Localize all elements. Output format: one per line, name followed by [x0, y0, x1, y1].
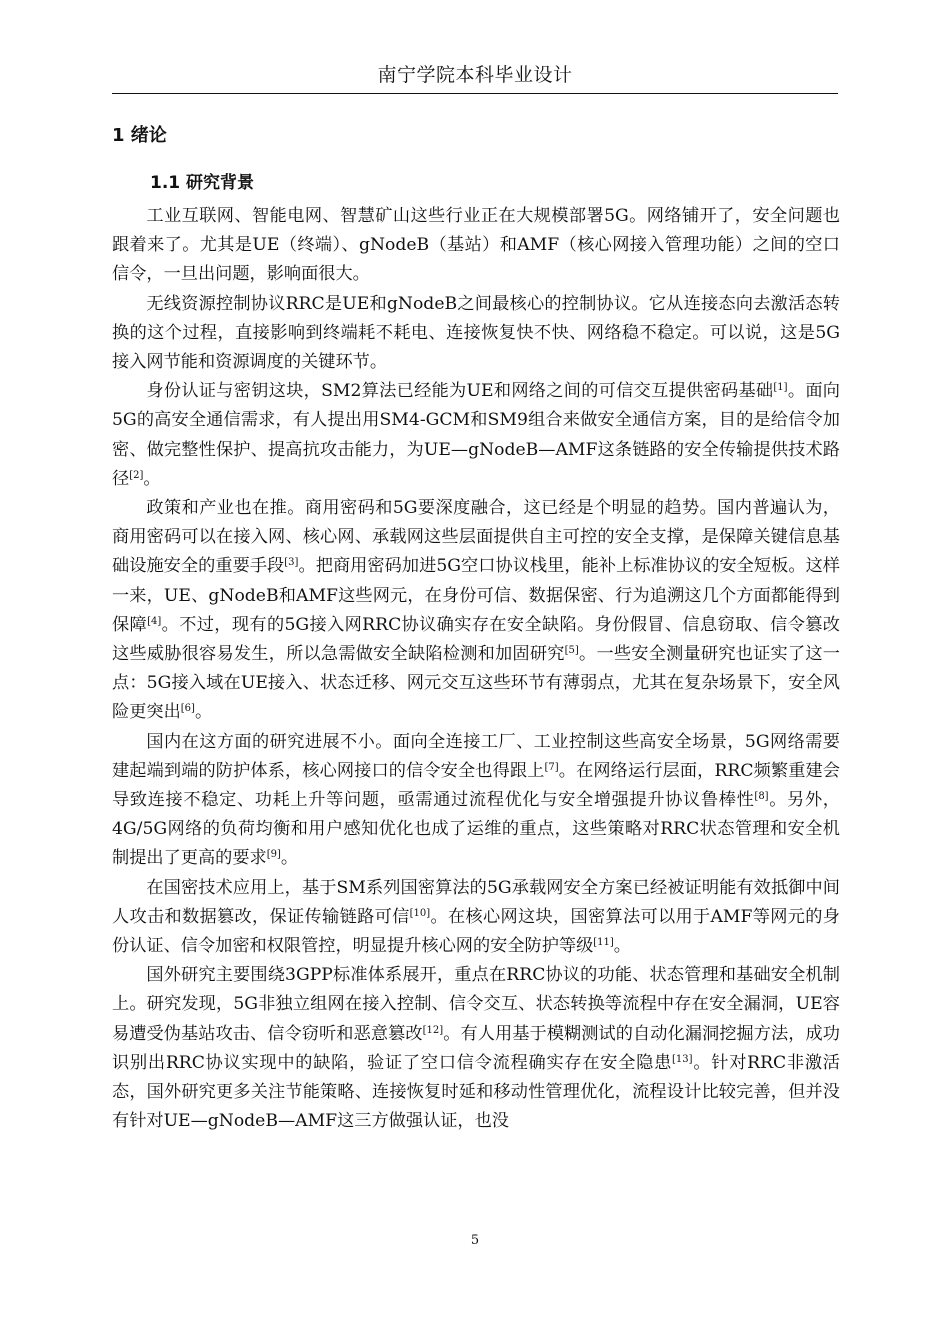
paragraph-text: 。: [613, 936, 631, 957]
paragraph: [112, 377, 840, 494]
body-text: [112, 202, 840, 1137]
citation-marker: [4]: [147, 615, 162, 627]
citation-marker: [8]: [754, 791, 769, 803]
paragraph-text: 。把商用密码加进5G空口协议栈里，能补上标准协议的安全短板。这样一来，UE、gNodeB和AMF这些网元，在身份可信、数据保密、行为追溯这几个方面都能得到保障: [112, 556, 840, 635]
citation-marker: [9]: [266, 849, 281, 861]
paragraph-text: 。不过，现有的5G接入网RRC协议确实存在安全缺陷。身份假冒、信息窃取、信令篡改这些威胁很容易发生，所以急需做安全缺陷检测和加固研究: [112, 614, 840, 665]
paragraph-text: 。面向5G的高安全通信需求，有人提出用SM4-GCM和SM9组合来做安全通信方案，目的是给信令加密、做完整性保护、提高抗攻击能力，为UE—gNodeB—AMF这条链路的安全传输提供技术路径: [112, 381, 840, 489]
citation-marker: [2]: [129, 469, 144, 481]
citation-marker: [12]: [422, 1024, 444, 1036]
paragraph-text: 。另外，4G/5G网络的负荷均衡和用户感知优化也成了运维的重点，这些策略对RRC状态管理和安全机制提出了更高的要求: [112, 790, 840, 869]
paragraph-text: 国外研究主要围绕3GPP标准体系展开，重点在RRC协议的功能、状态管理和基础安全机制上。研究发现，5G非独立组网在接入控制、信令交互、状态转换等流程中存在安全漏洞，UE容易遭受伪基站攻击、信令窃听和恶意篡改: [112, 965, 840, 1044]
paragraph-text: 工业互联网、智能电网、智慧矿山这些行业正在大规模部署5G。网络铺开了，安全问题也跟着来了。尤其是UE（终端）、gNodeB（基站）和AMF（核心网接入管理功能）之间的空口信令，一旦出问题，影响面很大。: [112, 206, 840, 285]
citation-marker: [1]: [773, 382, 788, 394]
paragraph-text: 。针对RRC非激活态，国外研究更多关注节能策略、连接恢复时延和移动性管理优化，流程设计比较完善，但并没有针对UE—gNodeB—AMF这三方做强认证，也没: [112, 1052, 840, 1132]
page-header: 南宁学院本科毕业设计: [112, 60, 838, 94]
paragraph-text: 。有人用基于模糊测试的自动化漏洞挖掘方法，成功识别出RRC协议实现中的缺陷，验证了空口信令流程确实存在安全隐患: [112, 1023, 840, 1073]
paragraph-text: 。: [280, 848, 299, 869]
paragraph-text: 。在核心网这块，国密算法可以用于AMF等网元的身份认证、信令加密和权限管控，明显提升核心网的安全防护等级: [112, 906, 840, 957]
page-number: 5: [470, 1233, 480, 1248]
citation-marker: [6]: [180, 703, 195, 715]
paragraph: [112, 728, 840, 874]
paragraph: [112, 290, 840, 378]
citation-marker: [10]: [409, 907, 431, 919]
paragraph: [112, 494, 840, 728]
section-heading: 1 绪论: [112, 125, 167, 146]
paragraph: [112, 202, 840, 290]
paragraph: [112, 874, 840, 962]
paragraph-text: 。在网络运行层面，RRC频繁重建会导致连接不稳定、功耗上升等问题，亟需通过流程优化与安全增强提升协议鲁棒性: [112, 760, 840, 811]
paragraph-text: 政策和产业也在推。商用密码和5G要深度融合，这已经是个明显的趋势。国内普遍认为，商用密码可以在接入网、核心网、承载网这些层面提供自主可控的安全支撑，是保障关键信息基础设施安全的重要手段: [112, 498, 840, 577]
subsection-heading: 1.1 研究背景: [150, 173, 255, 193]
citation-marker: [7]: [544, 761, 559, 773]
paragraph-text: 无线资源控制协议RRC是UE和gNodeB之间最核心的控制协议。它从连接态向去激活态转换的这个过程，直接影响到终端耗不耗电、连接恢复快不快、网络稳不稳定。可以说，这是5G接入网节能和资源调度的关键环节。: [112, 293, 840, 373]
paragraph-text: 国内在这方面的研究进展不小。面向全连接工厂、工业控制这些高安全场景，5G网络需要建起端到端的防护体系，核心网接口的信令安全也得跟上: [112, 731, 840, 781]
citation-marker: [5]: [564, 645, 579, 657]
paragraph-text: 身份认证与密钥这块，SM2算法已经能为UE和网络之间的可信交互提供密码基础: [146, 381, 774, 402]
paragraph-text: 。: [143, 468, 161, 489]
paragraph-text: 在国密技术应用上，基于SM系列国密算法的5G承载网安全方案已经被证明能有效抵御中间人攻击和数据篡改，保证传输链路可信: [112, 877, 840, 927]
citation-marker: [11]: [593, 937, 614, 949]
paragraph-text: 。: [194, 702, 213, 723]
paragraph-text: 。一些安全测量研究也证实了这一点：5G接入域在UE接入、状态迁移、网元交互这些环节有薄弱点，尤其在复杂场景下，安全风险更突出: [112, 644, 840, 723]
citation-marker: [3]: [284, 557, 299, 569]
paragraph: [112, 961, 840, 1136]
citation-marker: [13]: [672, 1053, 693, 1065]
